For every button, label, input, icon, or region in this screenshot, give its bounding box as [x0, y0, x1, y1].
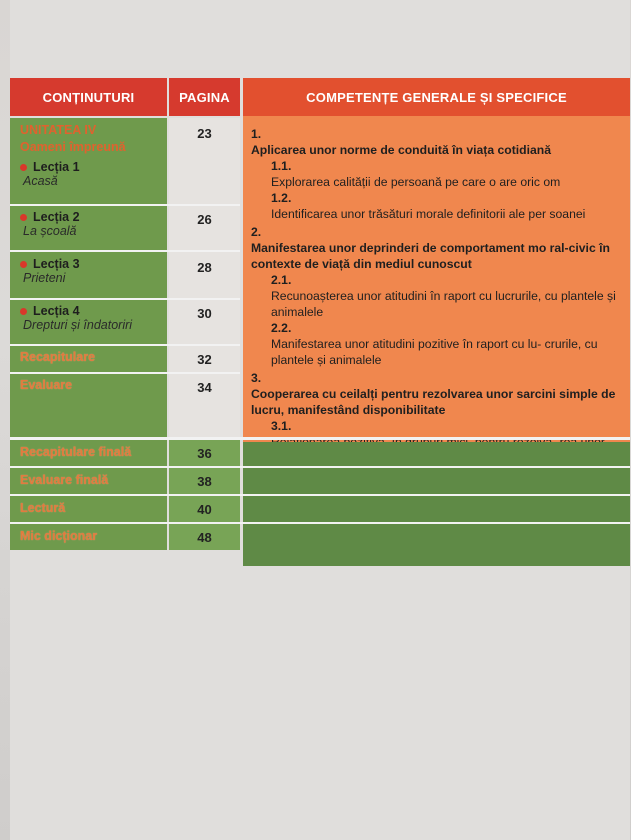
evaluation-page-number: 34	[197, 380, 212, 395]
lesson-title: Lecția 3	[33, 257, 80, 271]
lesson-item	[10, 206, 167, 250]
bullet-icon	[20, 261, 27, 268]
dictionary-label: Mic dicționar	[20, 529, 98, 543]
final-evaluation-page: 38	[197, 474, 212, 489]
reading-label: Lectură	[20, 501, 66, 515]
review-page-number: 32	[197, 352, 212, 367]
unit-subtitle: Oameni împreună	[20, 140, 126, 154]
specific-competence: 1.1.Explorarea calității de persoană pe care o are oric om	[271, 159, 561, 189]
final-row-competences	[243, 496, 630, 522]
unit-title: UNITATEA IV	[20, 123, 97, 137]
competences-panel	[243, 116, 630, 442]
header-continuturi-label: CONȚINUTURI	[42, 89, 135, 105]
lesson-title: Lecția 4	[33, 304, 80, 318]
lesson-page-number: 28	[197, 260, 212, 275]
unit-page-number: 23	[197, 126, 212, 141]
final-evaluation-label: Evaluare finală	[20, 473, 109, 487]
general-competence: 1. Aplicarea unor norme de conduită în viața cotidiană	[251, 127, 552, 157]
lesson-title: Lecția 1	[33, 160, 80, 174]
final-row-competences	[243, 468, 630, 494]
bullet-icon	[20, 308, 27, 315]
row-divider	[10, 372, 240, 374]
reading-page: 40	[197, 502, 212, 517]
row-divider	[10, 344, 240, 346]
final-row-competences	[243, 524, 630, 566]
header-continuturi	[10, 78, 167, 116]
evaluation-label: Evaluare	[20, 378, 73, 392]
header-competente-label: COMPETENȚE GENERALE ȘI SPECIFICE	[306, 89, 567, 105]
specific-competence: 3.1.	[271, 419, 292, 433]
specific-competence: 2.2.Manifestarea unor atitudini pozitive în raport cu lu- crurile, cu plantele și animalele	[271, 321, 598, 367]
final-row-competences	[243, 442, 630, 466]
header-pagina-label: PAGINA	[179, 89, 230, 105]
lesson-subtitle: Prieteni	[23, 271, 66, 285]
header-competente	[243, 78, 630, 116]
lesson-subtitle: La școală	[23, 224, 77, 238]
general-competence: 2. Manifestarea unor deprinderi de comportament mo ral-civic în contexte de viață din mediul cunoscut	[251, 225, 610, 271]
lesson-item	[10, 300, 167, 344]
unit-block	[10, 118, 167, 204]
specific-competence: 2.1.Recunoașterea unor atitudini în raport cu lucrurile, cu plantele și animalele	[271, 273, 616, 319]
lesson-item	[10, 252, 167, 298]
bullet-icon	[20, 164, 27, 171]
lesson-page-number: 26	[197, 212, 212, 227]
lesson-item	[20, 160, 80, 188]
specific-competence: 1.2.Identificarea unor trăsături morale definitorii ale per soanei	[271, 191, 586, 221]
lesson-title: Lecția 2	[33, 210, 80, 224]
lesson-subtitle: Drepturi și îndatoriri	[23, 318, 133, 332]
lesson-subtitle: Acasă	[23, 174, 58, 188]
header-pagina	[169, 78, 240, 116]
final-review-page: 36	[197, 446, 212, 461]
bullet-icon	[20, 214, 27, 221]
dictionary-page: 48	[197, 530, 212, 545]
final-review-label: Recapitulare finală	[20, 445, 132, 459]
general-competence: 3. Cooperarea cu ceilalți pentru rezolvarea unor sarcini simple de lucru, manifestând disponibilitate	[251, 371, 616, 417]
lesson-page-number: 30	[197, 306, 212, 321]
review-label: Recapitulare	[20, 350, 96, 364]
